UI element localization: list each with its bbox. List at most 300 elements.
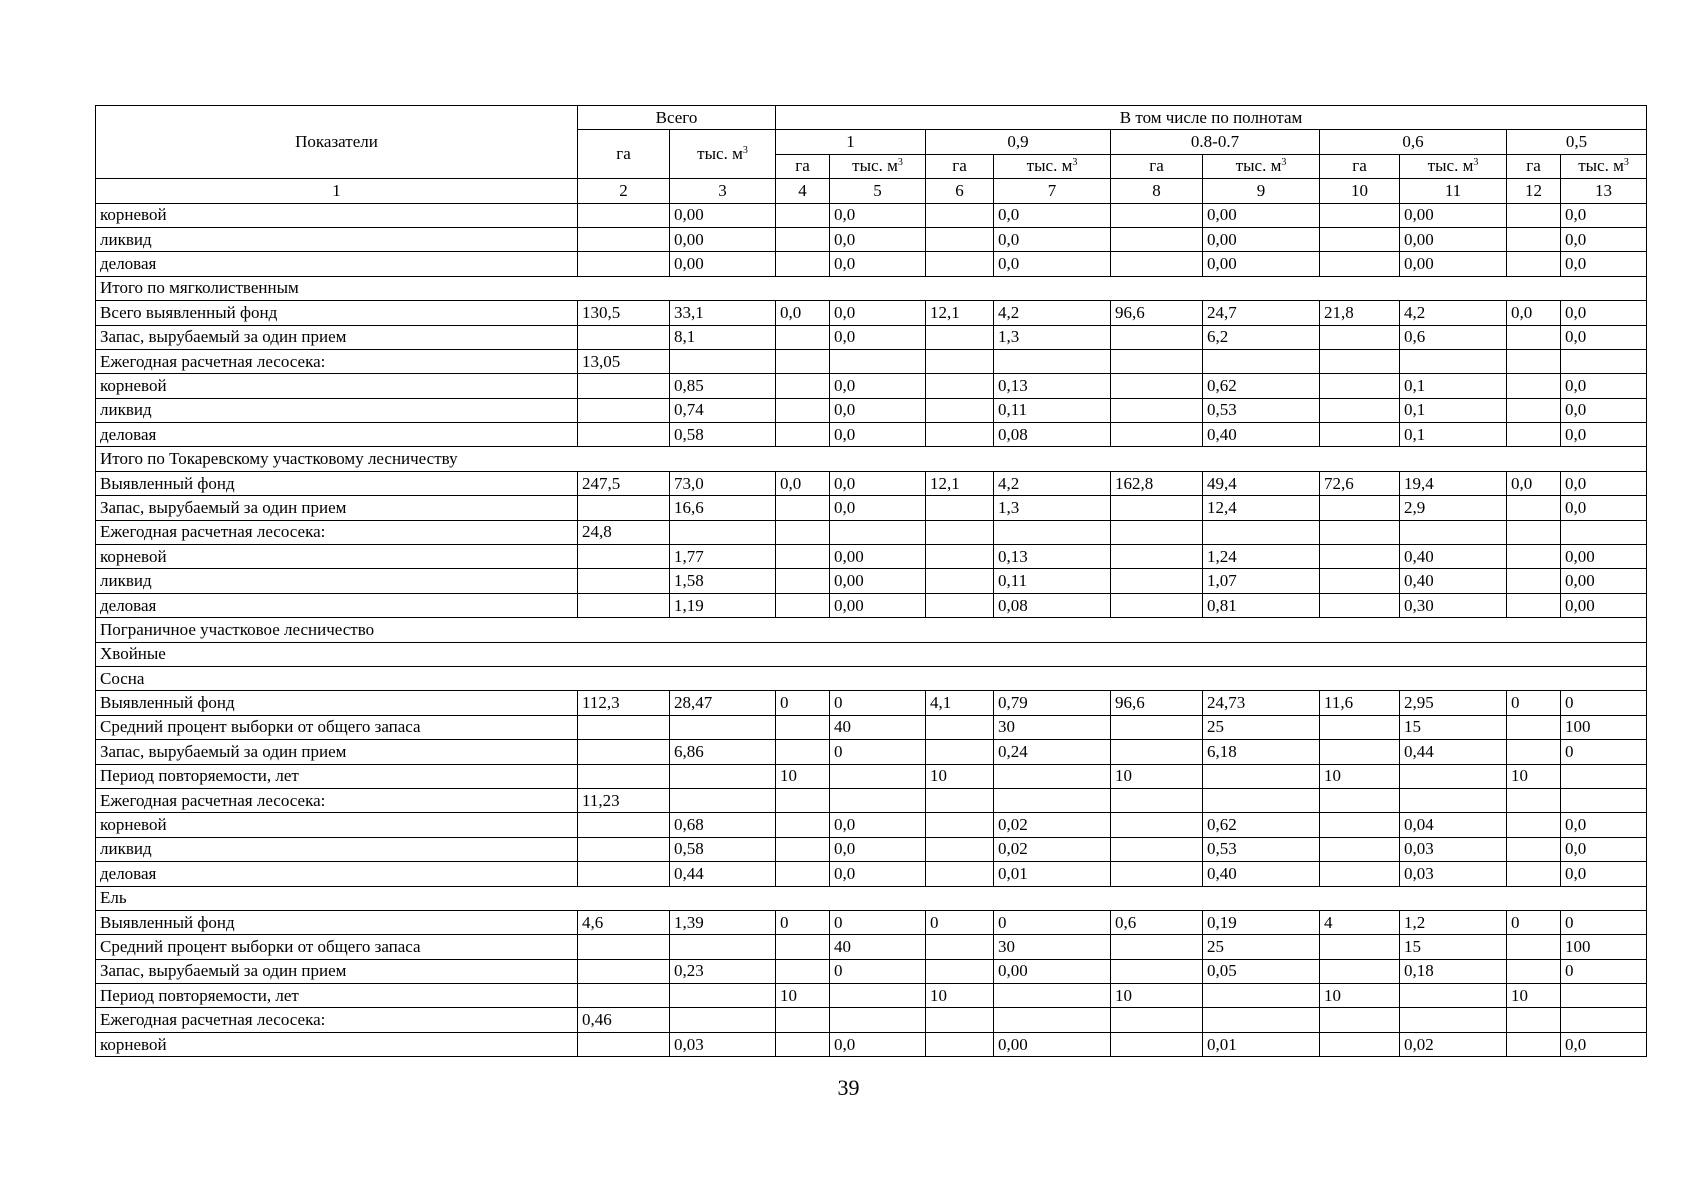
table-cell: 0,0 bbox=[830, 862, 926, 886]
table-cell bbox=[1507, 423, 1561, 447]
table-cell bbox=[1507, 520, 1561, 544]
table-cell bbox=[994, 788, 1111, 812]
ha-header: га bbox=[926, 154, 994, 178]
row-label: Всего выявленный фонд bbox=[96, 301, 578, 325]
table-cell bbox=[994, 520, 1111, 544]
table-cell bbox=[926, 788, 994, 812]
table-cell: 0,00 bbox=[670, 252, 776, 276]
table-cell bbox=[1561, 764, 1647, 788]
table-cell bbox=[830, 520, 926, 544]
table-cell: 0,0 bbox=[830, 813, 926, 837]
table-cell: 0,0 bbox=[1561, 252, 1647, 276]
table-cell bbox=[926, 398, 994, 422]
table-cell: 0,79 bbox=[994, 691, 1111, 715]
table-cell: 0,44 bbox=[670, 862, 776, 886]
table-cell: 0,19 bbox=[1203, 910, 1320, 934]
table-cell: 10 bbox=[1507, 984, 1561, 1008]
section-row bbox=[96, 666, 1647, 690]
table-cell: 0,53 bbox=[1203, 398, 1320, 422]
table-cell: 10 bbox=[776, 764, 830, 788]
density-header: 1 bbox=[776, 130, 926, 154]
table-cell: 0,0 bbox=[776, 471, 830, 495]
table-cell bbox=[578, 227, 670, 251]
table-cell bbox=[1111, 813, 1203, 837]
table-cell bbox=[578, 837, 670, 861]
table-cell bbox=[926, 227, 994, 251]
table-cell bbox=[1111, 1032, 1203, 1056]
table-cell: 1,58 bbox=[670, 569, 776, 593]
table-cell bbox=[926, 935, 994, 959]
table-cell bbox=[1111, 349, 1203, 373]
table-cell bbox=[670, 764, 776, 788]
table-cell bbox=[1111, 715, 1203, 739]
row-label: Запас, вырубаемый за один прием bbox=[96, 325, 578, 349]
table-cell: 0,0 bbox=[830, 1032, 926, 1056]
table-cell bbox=[776, 349, 830, 373]
table-cell bbox=[776, 715, 830, 739]
table-cell bbox=[776, 423, 830, 447]
table-cell bbox=[776, 593, 830, 617]
table-cell bbox=[926, 569, 994, 593]
table-cell bbox=[776, 252, 830, 276]
column-number: 11 bbox=[1400, 179, 1507, 203]
table-row bbox=[96, 593, 1647, 617]
table-cell bbox=[776, 496, 830, 520]
table-cell: 130,5 bbox=[578, 301, 670, 325]
table-cell bbox=[1507, 788, 1561, 812]
table-cell: 40 bbox=[830, 715, 926, 739]
table-cell bbox=[1507, 569, 1561, 593]
table-cell: 0,62 bbox=[1203, 374, 1320, 398]
table-cell bbox=[1507, 325, 1561, 349]
table-cell bbox=[578, 813, 670, 837]
table-cell bbox=[1507, 740, 1561, 764]
density-header: 0,6 bbox=[1320, 130, 1507, 154]
table-cell: 6,86 bbox=[670, 740, 776, 764]
table-cell: 10 bbox=[926, 984, 994, 1008]
table-cell: 1,77 bbox=[670, 545, 776, 569]
table-cell: 0,0 bbox=[1561, 837, 1647, 861]
table-cell: 12,1 bbox=[926, 301, 994, 325]
table-cell: 0 bbox=[1507, 910, 1561, 934]
table-cell bbox=[578, 715, 670, 739]
row-label: Ежегодная расчетная лесосека: bbox=[96, 349, 578, 373]
table-cell bbox=[578, 593, 670, 617]
table-cell: 0 bbox=[776, 691, 830, 715]
table-cell: 2,9 bbox=[1400, 496, 1507, 520]
table-cell bbox=[1203, 520, 1320, 544]
table-cell: 0,53 bbox=[1203, 837, 1320, 861]
table-cell: 112,3 bbox=[578, 691, 670, 715]
table-cell bbox=[1203, 349, 1320, 373]
section-row bbox=[96, 642, 1647, 666]
table-cell bbox=[670, 788, 776, 812]
row-label: ликвид bbox=[96, 837, 578, 861]
table-cell bbox=[926, 593, 994, 617]
table-cell bbox=[1320, 203, 1400, 227]
table-cell bbox=[1320, 374, 1400, 398]
table-cell bbox=[1507, 715, 1561, 739]
section-title: Итого по мягколиственным bbox=[96, 276, 1647, 300]
table-cell bbox=[1320, 593, 1400, 617]
table-cell bbox=[1320, 423, 1400, 447]
table-cell: 0,02 bbox=[994, 813, 1111, 837]
table-cell: 0,03 bbox=[670, 1032, 776, 1056]
table-cell bbox=[1320, 545, 1400, 569]
table-cell bbox=[1507, 1032, 1561, 1056]
table-cell: 11,6 bbox=[1320, 691, 1400, 715]
table-cell bbox=[926, 715, 994, 739]
table-cell bbox=[1320, 496, 1400, 520]
table-cell bbox=[926, 203, 994, 227]
table-cell: 0,40 bbox=[1400, 569, 1507, 593]
table-cell bbox=[1561, 349, 1647, 373]
table-cell bbox=[1320, 1008, 1400, 1032]
table-cell: 0,0 bbox=[1561, 203, 1647, 227]
table-cell: 0,23 bbox=[670, 959, 776, 983]
table-cell: 10 bbox=[926, 764, 994, 788]
row-label: корневой bbox=[96, 813, 578, 837]
table-cell: 40 bbox=[830, 935, 926, 959]
table-cell bbox=[1320, 227, 1400, 251]
table-cell: 0,00 bbox=[830, 545, 926, 569]
table-cell bbox=[1320, 1032, 1400, 1056]
table-cell bbox=[1400, 349, 1507, 373]
table-cell: 100 bbox=[1561, 715, 1647, 739]
table-row bbox=[96, 325, 1647, 349]
table-row bbox=[96, 813, 1647, 837]
column-number: 4 bbox=[776, 179, 830, 203]
row-label: Выявленный фонд bbox=[96, 910, 578, 934]
total-header: Всего bbox=[578, 106, 776, 130]
table-cell: 0,00 bbox=[1561, 545, 1647, 569]
section-title: Пограничное участковое лесничество bbox=[96, 618, 1647, 642]
table-row bbox=[96, 959, 1647, 983]
table-cell bbox=[776, 545, 830, 569]
table-cell: 100 bbox=[1561, 935, 1647, 959]
table-cell: 4,2 bbox=[1400, 301, 1507, 325]
table-cell: 0,0 bbox=[1561, 301, 1647, 325]
table-cell bbox=[1320, 349, 1400, 373]
table-cell bbox=[830, 764, 926, 788]
table-cell: 0,0 bbox=[830, 496, 926, 520]
row-label: Период повторяемости, лет bbox=[96, 764, 578, 788]
table-cell bbox=[578, 423, 670, 447]
table-cell bbox=[926, 520, 994, 544]
table-row bbox=[96, 545, 1647, 569]
table-row bbox=[96, 423, 1647, 447]
row-label: Выявленный фонд bbox=[96, 691, 578, 715]
table-cell bbox=[1111, 593, 1203, 617]
table-cell bbox=[1320, 788, 1400, 812]
table-cell bbox=[776, 788, 830, 812]
table-cell: 96,6 bbox=[1111, 301, 1203, 325]
table-cell: 162,8 bbox=[1111, 471, 1203, 495]
table-cell: 0,0 bbox=[1507, 471, 1561, 495]
table-cell bbox=[670, 349, 776, 373]
table-row bbox=[96, 252, 1647, 276]
section-row bbox=[96, 886, 1647, 910]
table-cell bbox=[578, 203, 670, 227]
indicators-header: Показатели bbox=[96, 106, 578, 179]
table-cell: 0,00 bbox=[1203, 227, 1320, 251]
table-row bbox=[96, 398, 1647, 422]
table-cell: 0,11 bbox=[994, 398, 1111, 422]
table-cell: 0,44 bbox=[1400, 740, 1507, 764]
table-cell bbox=[926, 349, 994, 373]
table-cell bbox=[1111, 545, 1203, 569]
table-cell: 0,1 bbox=[1400, 423, 1507, 447]
table-cell bbox=[670, 1008, 776, 1032]
table-cell: 0,0 bbox=[1561, 423, 1647, 447]
table-cell: 4,1 bbox=[926, 691, 994, 715]
table-cell: 0 bbox=[830, 740, 926, 764]
column-number: 10 bbox=[1320, 179, 1400, 203]
table-cell bbox=[776, 1032, 830, 1056]
section-title: Ель bbox=[96, 886, 1647, 910]
table-cell: 0 bbox=[1507, 691, 1561, 715]
table-cell bbox=[994, 764, 1111, 788]
table-cell: 0,00 bbox=[994, 959, 1111, 983]
table-cell bbox=[1507, 593, 1561, 617]
table-cell bbox=[776, 203, 830, 227]
table-cell: 1,39 bbox=[670, 910, 776, 934]
table-cell: 0,0 bbox=[1561, 862, 1647, 886]
column-number: 7 bbox=[994, 179, 1111, 203]
table-cell: 0,0 bbox=[994, 227, 1111, 251]
table-row bbox=[96, 301, 1647, 325]
table-cell: 0,00 bbox=[670, 227, 776, 251]
table-cell: 0,0 bbox=[1561, 227, 1647, 251]
table-cell: 8,1 bbox=[670, 325, 776, 349]
table-cell bbox=[1507, 935, 1561, 959]
row-label: ликвид bbox=[96, 398, 578, 422]
row-label: корневой bbox=[96, 1032, 578, 1056]
table-cell: 0,0 bbox=[830, 252, 926, 276]
volume-header: тыс. $м^3$ bbox=[830, 154, 926, 178]
table-cell bbox=[994, 1008, 1111, 1032]
table-cell: 12,4 bbox=[1203, 496, 1320, 520]
table-cell: 0,00 bbox=[1400, 203, 1507, 227]
table-cell: 0,0 bbox=[1561, 325, 1647, 349]
table-cell: 0,0 bbox=[830, 325, 926, 349]
table-cell bbox=[1111, 398, 1203, 422]
table-cell: 0,0 bbox=[830, 471, 926, 495]
table-cell bbox=[926, 423, 994, 447]
table-cell: 0,6 bbox=[1111, 910, 1203, 934]
table-cell: 0,18 bbox=[1400, 959, 1507, 983]
table-cell: 0,0 bbox=[776, 301, 830, 325]
row-label: корневой bbox=[96, 545, 578, 569]
table-cell bbox=[1507, 398, 1561, 422]
column-number: 3 bbox=[670, 179, 776, 203]
row-label: Запас, вырубаемый за один прием bbox=[96, 496, 578, 520]
table-cell: 0,0 bbox=[1561, 374, 1647, 398]
column-number: 6 bbox=[926, 179, 994, 203]
table-cell bbox=[776, 837, 830, 861]
table-cell: 0,04 bbox=[1400, 813, 1507, 837]
table-cell: 0,0 bbox=[994, 203, 1111, 227]
table-row bbox=[96, 984, 1647, 1008]
table-cell: 4,6 bbox=[578, 910, 670, 934]
table-cell: 6,18 bbox=[1203, 740, 1320, 764]
table-cell: 10 bbox=[1320, 764, 1400, 788]
section-title: Хвойные bbox=[96, 642, 1647, 666]
table-cell: 0,00 bbox=[830, 593, 926, 617]
table-cell: 0,0 bbox=[830, 301, 926, 325]
table-row bbox=[96, 203, 1647, 227]
table-cell bbox=[776, 959, 830, 983]
table-cell: 1,3 bbox=[994, 496, 1111, 520]
table-cell bbox=[926, 374, 994, 398]
table-cell bbox=[1111, 740, 1203, 764]
table-cell: 0,05 bbox=[1203, 959, 1320, 983]
table-cell bbox=[1203, 1008, 1320, 1032]
table-cell bbox=[1507, 545, 1561, 569]
table-cell: 0,02 bbox=[1400, 1032, 1507, 1056]
total-volume-header: тыс. $м^3$ bbox=[670, 130, 776, 179]
table-cell: 0,0 bbox=[830, 837, 926, 861]
row-label: Запас, вырубаемый за один прием bbox=[96, 740, 578, 764]
ha-header: га bbox=[1111, 154, 1203, 178]
table-cell: 15 bbox=[1400, 715, 1507, 739]
table-cell bbox=[1507, 349, 1561, 373]
table-cell: 0,81 bbox=[1203, 593, 1320, 617]
table-cell: 21,8 bbox=[1320, 301, 1400, 325]
column-number: 9 bbox=[1203, 179, 1320, 203]
table-row bbox=[96, 764, 1647, 788]
section-title: Итого по Токаревскому участковому лесничеству bbox=[96, 447, 1647, 471]
table-cell bbox=[830, 788, 926, 812]
table-cell: 0,0 bbox=[1561, 1032, 1647, 1056]
section-row bbox=[96, 276, 1647, 300]
table-cell bbox=[1561, 984, 1647, 1008]
table-cell bbox=[776, 862, 830, 886]
table-cell bbox=[1507, 496, 1561, 520]
ha-header: га bbox=[1507, 154, 1561, 178]
table-cell bbox=[1203, 764, 1320, 788]
table-row bbox=[96, 862, 1647, 886]
table-cell bbox=[776, 520, 830, 544]
column-number: 8 bbox=[1111, 179, 1203, 203]
row-label: Ежегодная расчетная лесосека: bbox=[96, 1008, 578, 1032]
column-number: 13 bbox=[1561, 179, 1647, 203]
table-cell bbox=[1507, 813, 1561, 837]
table-cell: 0,03 bbox=[1400, 862, 1507, 886]
column-numbers-row bbox=[96, 179, 1647, 203]
table-cell bbox=[926, 740, 994, 764]
volume-header: тыс. $м^3$ bbox=[1400, 154, 1507, 178]
table-cell bbox=[1320, 740, 1400, 764]
table-cell: 49,4 bbox=[1203, 471, 1320, 495]
table-cell: 0,1 bbox=[1400, 398, 1507, 422]
column-number: 1 bbox=[96, 179, 578, 203]
table-cell bbox=[1507, 1008, 1561, 1032]
row-label: Ежегодная расчетная лесосека: bbox=[96, 788, 578, 812]
table-cell bbox=[1320, 325, 1400, 349]
ha-header: га bbox=[776, 154, 830, 178]
table-cell: 25 bbox=[1203, 715, 1320, 739]
table-cell: 0,0 bbox=[830, 398, 926, 422]
table-cell bbox=[776, 935, 830, 959]
table-cell: 0 bbox=[830, 959, 926, 983]
table-cell: 30 bbox=[994, 715, 1111, 739]
table-cell: 2,95 bbox=[1400, 691, 1507, 715]
column-number: 5 bbox=[830, 179, 926, 203]
table-cell bbox=[776, 569, 830, 593]
table-cell: 0,0 bbox=[830, 227, 926, 251]
table-cell bbox=[670, 935, 776, 959]
table-cell bbox=[1507, 252, 1561, 276]
table-cell bbox=[578, 496, 670, 520]
table-cell: 0,00 bbox=[830, 569, 926, 593]
table-cell bbox=[1507, 374, 1561, 398]
table-cell bbox=[1320, 862, 1400, 886]
table-cell: 0,00 bbox=[670, 203, 776, 227]
table-cell: 0,0 bbox=[1507, 301, 1561, 325]
table-row bbox=[96, 837, 1647, 861]
table-cell: 0,01 bbox=[994, 862, 1111, 886]
table-cell: 1,07 bbox=[1203, 569, 1320, 593]
column-number: 12 bbox=[1507, 179, 1561, 203]
row-label: Период повторяемости, лет bbox=[96, 984, 578, 1008]
table-cell bbox=[1400, 764, 1507, 788]
row-label: корневой bbox=[96, 203, 578, 227]
table-cell: 4,2 bbox=[994, 471, 1111, 495]
row-label: деловая bbox=[96, 593, 578, 617]
table-row bbox=[96, 496, 1647, 520]
table-cell: 28,47 bbox=[670, 691, 776, 715]
table-cell: 10 bbox=[776, 984, 830, 1008]
table-cell: 0 bbox=[776, 910, 830, 934]
row-label: корневой bbox=[96, 374, 578, 398]
table-cell: 0 bbox=[1561, 959, 1647, 983]
table-cell: 15 bbox=[1400, 935, 1507, 959]
table-cell bbox=[926, 325, 994, 349]
table-cell bbox=[1111, 203, 1203, 227]
table-row bbox=[96, 691, 1647, 715]
table-cell: 1,2 bbox=[1400, 910, 1507, 934]
table-cell bbox=[1320, 252, 1400, 276]
table-cell bbox=[1111, 788, 1203, 812]
table-cell bbox=[578, 374, 670, 398]
table-cell bbox=[994, 349, 1111, 373]
table-cell: 0,74 bbox=[670, 398, 776, 422]
table-cell: 0,0 bbox=[994, 252, 1111, 276]
table-row bbox=[96, 740, 1647, 764]
density-header: 0,9 bbox=[926, 130, 1111, 154]
table-cell bbox=[830, 1008, 926, 1032]
table-cell: 0,08 bbox=[994, 423, 1111, 447]
table-cell bbox=[776, 1008, 830, 1032]
table-cell: 0 bbox=[1561, 740, 1647, 764]
table-cell: 10 bbox=[1111, 984, 1203, 1008]
table-row bbox=[96, 227, 1647, 251]
table-cell bbox=[1561, 788, 1647, 812]
table-cell bbox=[1111, 837, 1203, 861]
table-cell: 0,58 bbox=[670, 837, 776, 861]
table-cell: 0,24 bbox=[994, 740, 1111, 764]
table-cell bbox=[1320, 837, 1400, 861]
table-cell: 0,30 bbox=[1400, 593, 1507, 617]
table-cell bbox=[578, 959, 670, 983]
table-cell: 16,6 bbox=[670, 496, 776, 520]
table-cell: 0,11 bbox=[994, 569, 1111, 593]
table-cell bbox=[1561, 520, 1647, 544]
table-cell: 1,19 bbox=[670, 593, 776, 617]
table-cell bbox=[1320, 813, 1400, 837]
table-row bbox=[96, 1008, 1647, 1032]
